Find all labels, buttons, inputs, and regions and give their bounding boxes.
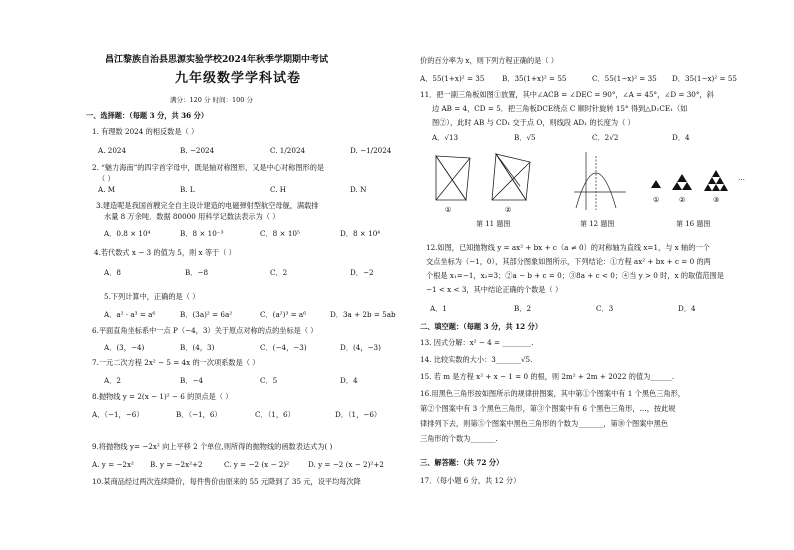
question-7: 7.一元二次方程 2x² − 5 = 4x 的一次项系数是（ ）	[92, 358, 260, 367]
question-5: 5.下列计算中，正确的是（ ）	[104, 292, 200, 301]
question-8: 8.抛物线 y = 2(x − 1)² − 6 的顶点是（ ）	[92, 392, 233, 401]
q2-option-a: A. M	[98, 185, 116, 194]
q9-option-d: D. y = −2 (x − 2)²+2	[308, 460, 384, 469]
question-10: 10.某商品经过两次连续降价，每件售价由原来的 55 元降到了 35 元，设平均每次降	[92, 477, 361, 486]
q11-option-b: B．√5	[514, 133, 536, 142]
question-6: 6.平面直角坐标系中一点 P（−4，3）关于原点对称的点的坐标是（ ）	[92, 326, 318, 335]
q6-option-a: A．(3，−4)	[104, 343, 145, 352]
q8-option-b: B．（−1，6）	[176, 410, 222, 419]
fig16-triangle	[704, 184, 712, 191]
fig16-triangle	[677, 174, 687, 182]
figure-11	[430, 148, 540, 218]
q10-option-d: D．35(1−x)² = 55	[672, 74, 737, 83]
section-solve: 三、解答题：（共 72 分）	[420, 458, 504, 467]
figure-12	[570, 148, 630, 218]
q1-option-b: B. −2024	[180, 146, 215, 155]
question-16-line1: 16.用黑色三角形按如图所示的规律拼图案，其中第①个图案中有 1 个黑色三角形，	[420, 389, 685, 398]
fig11-label-1: ①	[445, 206, 452, 214]
question-11-line2: 边 AB = 4，CD = 5．把三角板DCE绕点 C 顺时针旋转 15° 得到△D₁CE₁（如	[432, 104, 688, 113]
q1-option-c: C. 1/2024	[270, 146, 306, 155]
question-3-line1: 3.建造呢是我国首艘完全自主设计建造的电磁弹射型航空母舰，满载排	[96, 201, 319, 210]
q8-option-c: C．（1，6）	[255, 410, 295, 419]
question-16-line3: 律排列下去，则第⑤个图案中黑色三角形的个数为_______，第⑩个图案中黑色	[420, 419, 668, 428]
fig16-triangle	[716, 177, 724, 184]
q3-option-c: C．8 × 10⁵	[260, 229, 300, 238]
question-16-line4: 三角形的个数为_______.	[420, 434, 498, 443]
question-1: 1. 有理数 2024 的相反数是（ ）	[92, 127, 199, 136]
question-12-line4: −1 < x < 3，其中结论正确的个数是（ ）	[426, 285, 563, 294]
question-3-line2: 水量 8 万余吨．数据 80000 用科学记数法表示为（ ）	[104, 212, 280, 221]
q3-option-b: B．8 × 10⁻³	[180, 229, 224, 238]
question-10-continued: 价的百分率为 x，则下列方程正确的是（ ）	[420, 56, 558, 65]
fig16-label-3: ③	[713, 196, 720, 204]
school-title: 昌江黎族自治县思源实验学校2024年秋季学期期中考试	[105, 55, 329, 65]
fig16-label-1: ①	[653, 196, 660, 204]
q12-option-b: B．2	[514, 304, 532, 313]
question-12-line3: 个根是 x₁=−1，x₂=3；②a − b + c = 0；③8a + c < 0；④当 y > 0 时，x 的取值范围是	[426, 271, 724, 280]
fig11-triangle-2a	[492, 154, 526, 200]
question-14: 14. 比较实数的大小：3_______√5.	[420, 355, 533, 364]
q10-option-b: B．35(1+x)² = 55	[502, 74, 567, 83]
q12-option-c: C．3	[596, 304, 614, 313]
q11-option-c: C．2√2	[592, 133, 619, 142]
q9-option-a: A. y = −2x²	[92, 460, 134, 469]
question-9: 9.将抛物线 y= −2x² 向上平移 2 个单位,则所得的抛物线的函数表达式为( )	[92, 442, 333, 451]
fig16-triangle	[651, 180, 661, 188]
question-2: 2. “魅力海南”的四字首字母中，既是轴对称图形，又是中心对称图形的是	[92, 163, 325, 172]
fig16-triangle	[712, 170, 720, 177]
fig16-ellipsis: …	[738, 174, 745, 182]
question-13: 13. 因式分解：x² − 4 = ________.	[420, 338, 534, 347]
q3-option-a: A．0.8 × 10⁴	[104, 229, 151, 238]
q9-option-b: B. y = −2x²+2	[150, 460, 203, 469]
figure-16	[646, 168, 756, 208]
fig11-label-2: ②	[505, 206, 512, 214]
fig16-triangle	[712, 184, 720, 191]
q6-option-d: D．(4，−3)	[340, 343, 381, 352]
q1-option-a: A. 2024	[98, 146, 127, 155]
q9-option-c: C. y = −2 (x − 2)²	[224, 460, 290, 469]
q2-option-b: B. L	[180, 185, 195, 194]
fig16-triangle	[672, 182, 682, 190]
exam-title: 九年级数学学科试卷	[175, 71, 302, 86]
q7-option-d: D．4	[340, 376, 358, 385]
q7-option-c: C．5	[260, 376, 278, 385]
q3-option-d: D．8 × 10⁴	[340, 229, 381, 238]
section-choice: 一、选择题：（每题 3 分，共 36 分）	[86, 111, 209, 120]
q1-option-d: D. −1/2024	[350, 146, 392, 155]
q10-option-a: A．55(1+x)² = 35	[420, 74, 485, 83]
q2-option-d: D. N	[350, 185, 367, 194]
q6-option-c: C．(−4，−3)	[260, 343, 307, 352]
question-11-line1: 11．把一副三角板如图①放置，其中∠ACB = ∠DEC = 90°，∠A = 45°，∠D = 30°，斜	[420, 90, 714, 99]
fig16-label-2: ②	[679, 196, 686, 204]
q5-option-d: D．3a + 2b = 5ab	[330, 310, 396, 319]
q11-option-d: D．4	[672, 133, 690, 142]
question-15: 15. 若 m 是方程 x² + x − 1 = 0 的根，则 2m² + 2m + 2022 的值为______.	[420, 372, 675, 381]
q4-option-d: D．−2	[350, 268, 374, 277]
q11-option-a: A．√13	[432, 133, 459, 142]
q12-option-d: D．4	[678, 304, 696, 313]
q7-option-b: B．−4	[180, 376, 204, 385]
q8-option-d: D．（1，−6）	[335, 410, 382, 419]
q2-option-c: C. H	[270, 185, 287, 194]
q5-option-c: C．(a²)³ = a⁶	[260, 310, 307, 319]
question-12-line2: 交点坐标为（−1，0），其部分图象如图所示，下列结论：①方程 ax² + bx + c = 0 的两	[426, 257, 711, 266]
fig16-caption: 第 16 题图	[676, 220, 711, 228]
question-16-line2: 第②个图案中有 3 个黑色三角形，第③个图案中有 6 个黑色三角形，…，按此规	[420, 404, 676, 413]
q4-option-c: C．2	[270, 268, 288, 277]
question-4: 4.若代数式 x − 3 的值为 5，则 x 等于（ ）	[94, 248, 236, 257]
fig16-triangle	[682, 182, 692, 190]
section-fill-blank: 二、填空题：（每题 3 分，共 12 分）	[420, 322, 543, 331]
q7-option-a: A．2	[104, 376, 121, 385]
question-17: 17．（每小题 6 分，共 12 分）	[420, 476, 521, 485]
q12-option-a: A．1	[430, 304, 447, 313]
q5-option-a: A．a² · a³ = a⁶	[104, 310, 156, 319]
q8-option-a: A．（−1，−6）	[92, 410, 144, 419]
question-12-line1: 12.如图，已知抛物线 y = ax² + bx + c（a ≠ 0）的对称轴为直线 x=1，与 x 轴的一个	[426, 243, 710, 252]
exam-meta: 满分：120 分 时间：100 分	[170, 96, 254, 104]
fig11-caption: 第 11 题图	[476, 220, 511, 228]
fig12-caption: 第 12 题图	[580, 220, 615, 228]
fig16-triangle	[720, 184, 728, 191]
q2-paren: （ ）	[98, 174, 115, 183]
q10-option-c: C．55(1−x)² = 35	[592, 74, 657, 83]
fig16-triangle	[708, 177, 716, 184]
question-11-line3: 图②），此时 AB 与 CD₁ 交于点 O，则线段 AD₁ 的长度为（ ）	[432, 118, 635, 127]
q5-option-b: B．(3a)² = 6a²	[180, 310, 233, 319]
q6-option-b: B．(4，3)	[180, 343, 215, 352]
q4-option-a: A．8	[104, 268, 121, 277]
q4-option-b: B．−8	[185, 268, 209, 277]
